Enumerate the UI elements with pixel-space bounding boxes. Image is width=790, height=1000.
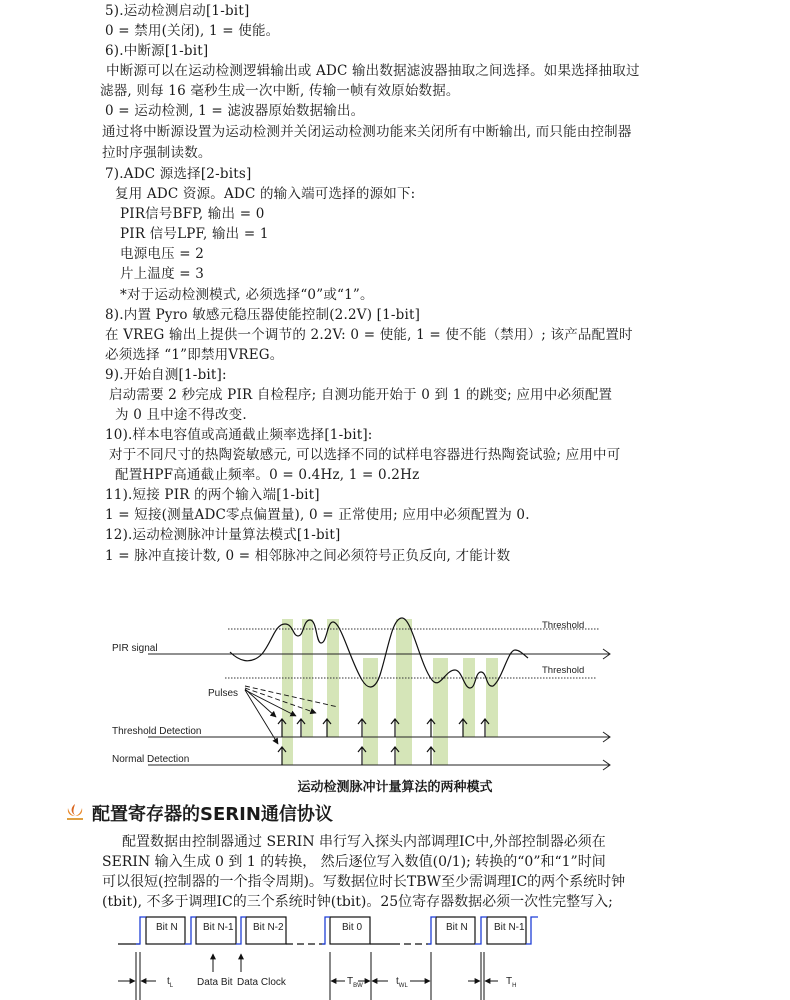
text-line: 0 = 禁用(关闭), 1 = 使能。 [105,23,280,39]
section-title: 配置寄存器的SERIN通信协议 [92,804,333,825]
text-line: 通过将中断源设置为运动检测并关闭运动检测功能来关闭所有中断输出, 而只能由控制器 [102,124,632,140]
heading-7: 7).ADC 源选择[2-bits] [105,166,252,182]
heading-10: 10).样本电容值或高通截止频率选择[1-bit]: [105,427,373,443]
bit-label: Bit N [156,922,178,933]
data-bit-label: Data Bit [197,977,233,988]
normal-detection-label: Normal Detection [112,754,190,765]
text-line: 必须选择 “1”即禁用VREG。 [105,347,284,363]
paragraph-line: (tbit), 不多于调理IC的三个系统时钟(tbit)。25位寄存器数据必须一次性完整写入; [102,894,613,910]
paragraph-line: 配置数据由控制器通过 SERIN 串行写入探头内部调理IC中,外部控制器必须在 [122,834,606,850]
threshold-lower-label: Threshold [542,665,585,676]
text-line: PIR信号BFP, 输出 = 0 [120,206,265,222]
figure-caption: 运动检测脉冲计量算法的两种模式 [297,780,493,795]
text-line: 拉时序强制读数。 [102,145,212,161]
window-bar [363,658,378,765]
paragraph-line: SERIN 输入生成 0 到 1 的转换， 然后逐位写入数值(0/1); 转换的“0”和“1”时间 [102,854,606,870]
bit-label: Bit N-1 [494,922,525,933]
detection-windows [282,619,498,765]
t-bw-label: $T_{BW}$ [347,976,363,989]
window-bar [282,619,293,765]
text-line: 1 = 脉冲直接计数, 0 = 相邻脉冲之间必须符号正负反向, 才能计数 [105,548,511,564]
text-line: 为 0 且中途不得改变. [115,407,247,423]
heading-12: 12).运动检测脉冲计量算法模式[1-bit] [105,527,341,543]
text-line: 复用 ADC 资源。ADC 的输入端可选择的源如下: [115,186,416,202]
text-line: 滤器, 则每 16 毫秒生成一次中断, 传输一帧有效原始数据。 [100,83,460,99]
bit-label: Bit 0 [342,922,363,933]
window-bar [463,658,475,737]
text-line: 启动需要 2 秒完成 PIR 自检程序; 自测功能开始于 0 到 1 的跳变; 应用中必须配置 [109,387,613,403]
heading-8: 8).内置 Pyro 敏感元稳压器使能控制(2.2V) [1-bit] [105,307,421,323]
text-line: 在 VREG 输出上提供一个调节的 2.2V: 0 = 使能, 1 = 使不能（禁用）; 该产品配置时 [105,327,633,343]
t-l-label: $t_L$ [167,976,174,989]
window-bar [396,619,412,765]
t-h-label: $T_H$ [506,976,517,989]
timing-markers [118,952,498,1000]
paragraph-line: 可以很短(控制器的一个指令周期)。写数据位时长TBW至少需调理IC的两个系统时钟 [102,874,626,890]
bit-label: Bit N-1 [203,922,234,933]
pulse-counting-diagram [100,610,700,800]
bit-label: Bit N [446,922,468,933]
text-line: 0 = 运动检测, 1 = 滤波器原始数据输出。 [105,103,365,119]
serin-timing-diagram [60,900,740,1000]
window-bar [486,658,498,737]
text-line: 1 = 短接(测量ADC零点偏置量), 0 = 正常使用; 应用中必须配置为 0. [105,507,530,523]
text-line: 配置HPF高通截止频率。0 = 0.4Hz, 1 = 0.2Hz [115,467,420,483]
text-line: 电源电压 = 2 [120,246,205,262]
company-logo-icon [64,802,86,822]
heading-5: 5).运动检测启动[1-bit] [105,3,250,19]
bit-label: Bit N-2 [253,922,284,933]
heading-6: 6).中断源[1-bit] [105,43,209,59]
heading-9: 9).开始自测[1-bit]: [105,367,227,383]
text-line: *对于运动检测模式, 必须选择“0”或“1”。 [120,287,374,303]
text-line: PIR 信号LPF, 输出 = 1 [120,226,269,242]
data-clock-label: Data Clock [237,977,286,988]
threshold-detection-label: Threshold Detection [112,726,202,737]
heading-11: 11).短接 PIR 的两个输入端[1-bit] [105,487,320,503]
window-bar [433,658,448,765]
text-line: 对于不同尺寸的热陶瓷敏感元, 可以选择不同的试样电容器进行热陶瓷试验; 应用中可 [109,447,621,463]
text-line: 片上温度 = 3 [120,266,205,282]
threshold-upper-label: Threshold [542,620,585,631]
pulses-label: Pulses [208,688,239,699]
pir-signal-label: PIR signal [112,643,158,654]
t-wl-label: $t_{WL}$ [396,976,408,989]
text-line: 中断源可以在运动检测逻辑输出或 ADC 输出数据滤波器抽取之间选择。如果选择抽取过 [106,63,640,79]
